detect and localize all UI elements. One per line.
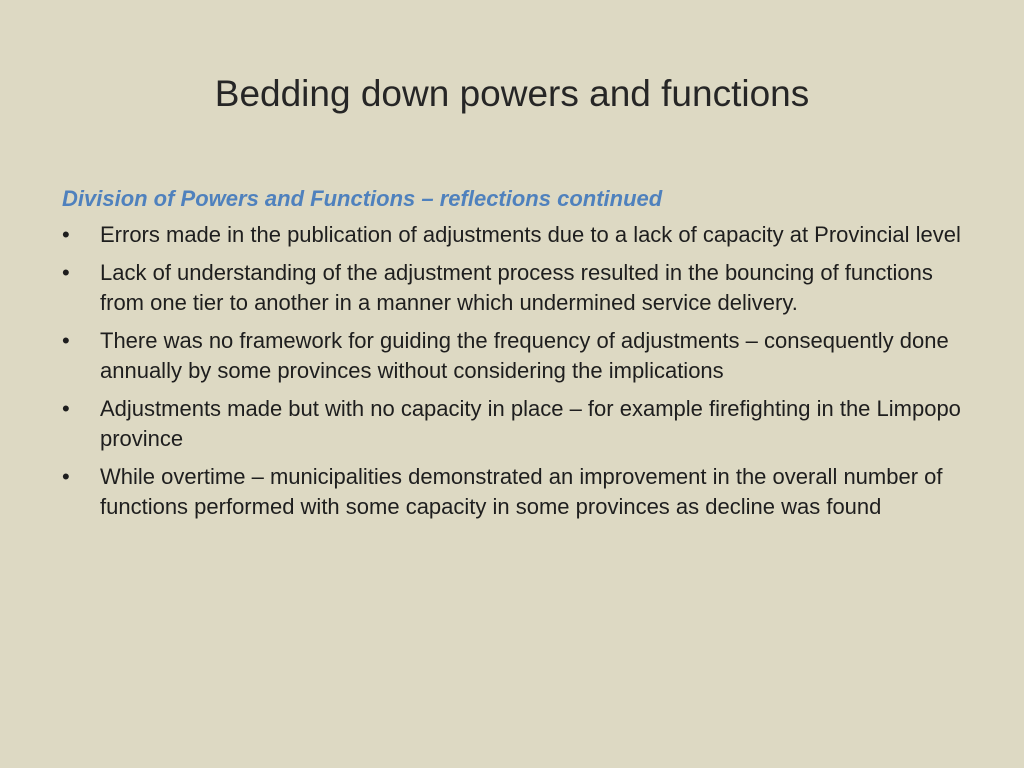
bullet-item bbox=[62, 462, 962, 522]
bullet-text: There was no framework for guiding the frequency of adjustments – consequently done annually by some provinces without considering the implications bbox=[100, 328, 949, 383]
bullet-item bbox=[62, 394, 962, 454]
bullet-icon: • bbox=[62, 464, 70, 489]
section-subtitle: Division of Powers and Functions – reflections continued bbox=[62, 186, 663, 211]
slide-body bbox=[62, 184, 962, 530]
bullet-text: Lack of understanding of the adjustment process resulted in the bouncing of functions from one tier to another in a manner which undermined service delivery. bbox=[100, 260, 933, 315]
bullet-icon: • bbox=[62, 222, 70, 247]
slide-title: Bedding down powers and functions bbox=[214, 73, 810, 114]
bullet-icon: • bbox=[62, 396, 70, 421]
bullet-item bbox=[62, 258, 962, 318]
bullet-icon: • bbox=[62, 260, 70, 285]
bullet-text: While overtime – municipalities demonstrated an improvement in the overall number of functions performed with some capacity in some provinces as decline was found bbox=[100, 464, 943, 519]
bullet-list bbox=[62, 220, 962, 522]
bullet-text: Errors made in the publication of adjustments due to a lack of capacity at Provincial level bbox=[100, 222, 961, 247]
bullet-text: Adjustments made but with no capacity in place – for example firefighting in the Limpopo province bbox=[100, 396, 961, 451]
bullet-icon: • bbox=[62, 328, 70, 353]
bullet-item bbox=[62, 326, 962, 386]
bullet-item bbox=[62, 220, 962, 250]
